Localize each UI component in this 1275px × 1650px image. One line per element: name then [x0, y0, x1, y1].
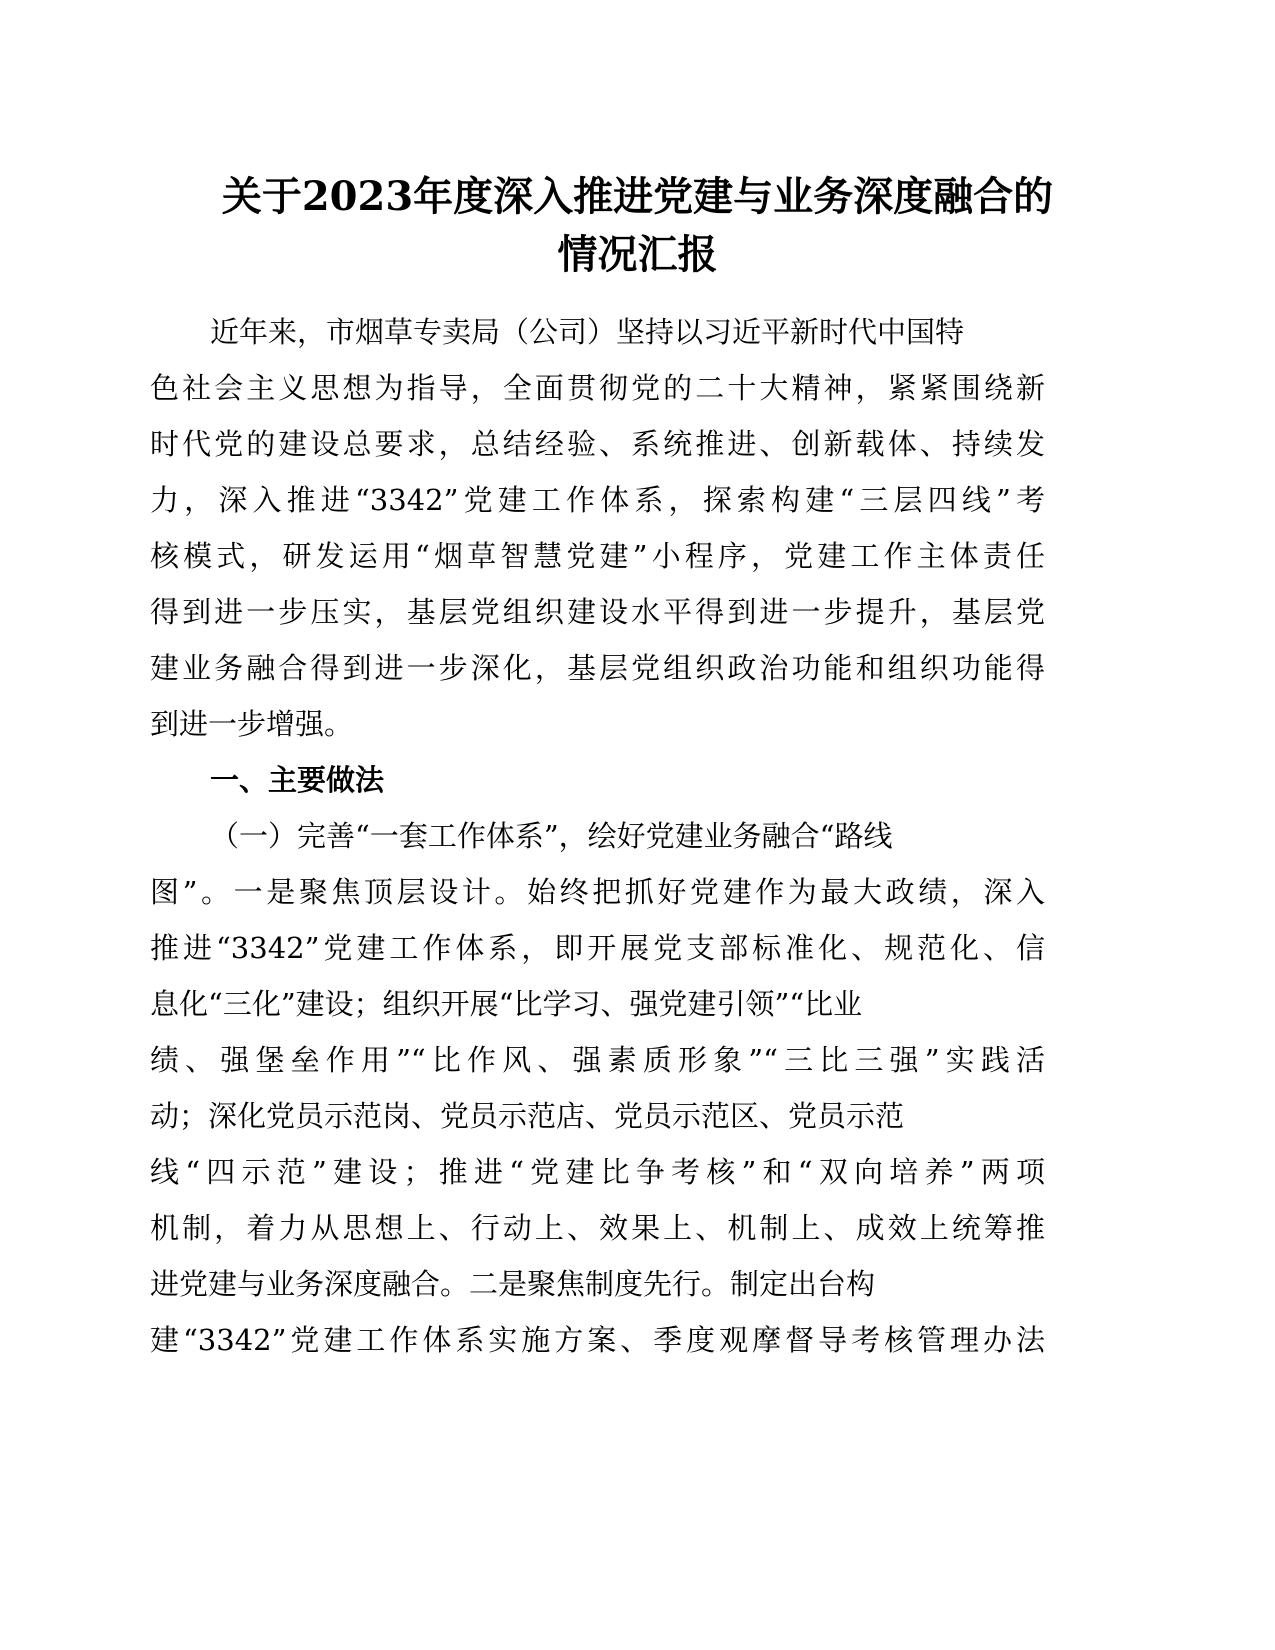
paragraph-line: 动；深化党员示范岗、党员示范店、党员示范区、党员示范 [150, 1099, 905, 1133]
paragraph-line: 核模式，研发运用“烟草智慧党建”小程序，党建工作主体责任 [150, 539, 1045, 573]
paragraph-line: 近年来，市烟草专卖局（公司）坚持以习近平新时代中国特 [210, 315, 965, 349]
paragraph-line: 进党建与业务深度融合。二是聚焦制度先行。制定出台构 [150, 1267, 876, 1301]
paragraph-line: 建业务融合得到进一步深化，基层党组织政治功能和组织功能得 [150, 651, 1045, 685]
section-heading: 一、主要做法 [210, 763, 385, 797]
paragraph-line: 时代党的建设总要求，总结经验、系统推进、创新载体、持续发 [150, 427, 1045, 461]
document-title [150, 168, 1125, 284]
paragraph-line: 机制，着力从思想上、行动上、效果上、机制上、成效上统筹推 [150, 1211, 1045, 1245]
paragraph-line: 息化“三化”建设；组织开展“比学习、强党建引领”“比业 [150, 987, 863, 1021]
paragraph-line: 力，深入推进“3342”党建工作体系，探索构建“三层四线”考 [150, 483, 1045, 517]
subsection-line: （一）完善“一套工作体系”，绘好党建业务融合“路线 [210, 819, 893, 853]
paragraph-line: 建“3342”党建工作体系实施方案、季度观摩督导考核管理办法 [150, 1323, 1045, 1357]
paragraph-line: 线“四示范”建设；推进“党建比争考核”和“双向培养”两项 [150, 1155, 1045, 1189]
paragraph-line: 到进一步增强。 [150, 707, 354, 741]
paragraph-line: 图”。一是聚焦顶层设计。始终把抓好党建作为最大政绩，深入 [150, 875, 1045, 909]
title-line-1: 关于2023年度深入推进党建与业务深度融合的 [221, 173, 1054, 220]
paragraph-line: 推进“3342”党建工作体系，即开展党支部标准化、规范化、信 [150, 931, 1045, 965]
paragraph-line: 得到进一步压实，基层党组织建设水平得到进一步提升，基层党 [150, 595, 1045, 629]
paragraph-line: 色社会主义思想为指导，全面贯彻党的二十大精神，紧紧围绕新 [150, 371, 1045, 405]
title-line-2: 情况汇报 [557, 231, 718, 278]
paragraph-line: 绩、强堡垒作用”“比作风、强素质形象”“三比三强”实践活 [150, 1043, 1045, 1077]
